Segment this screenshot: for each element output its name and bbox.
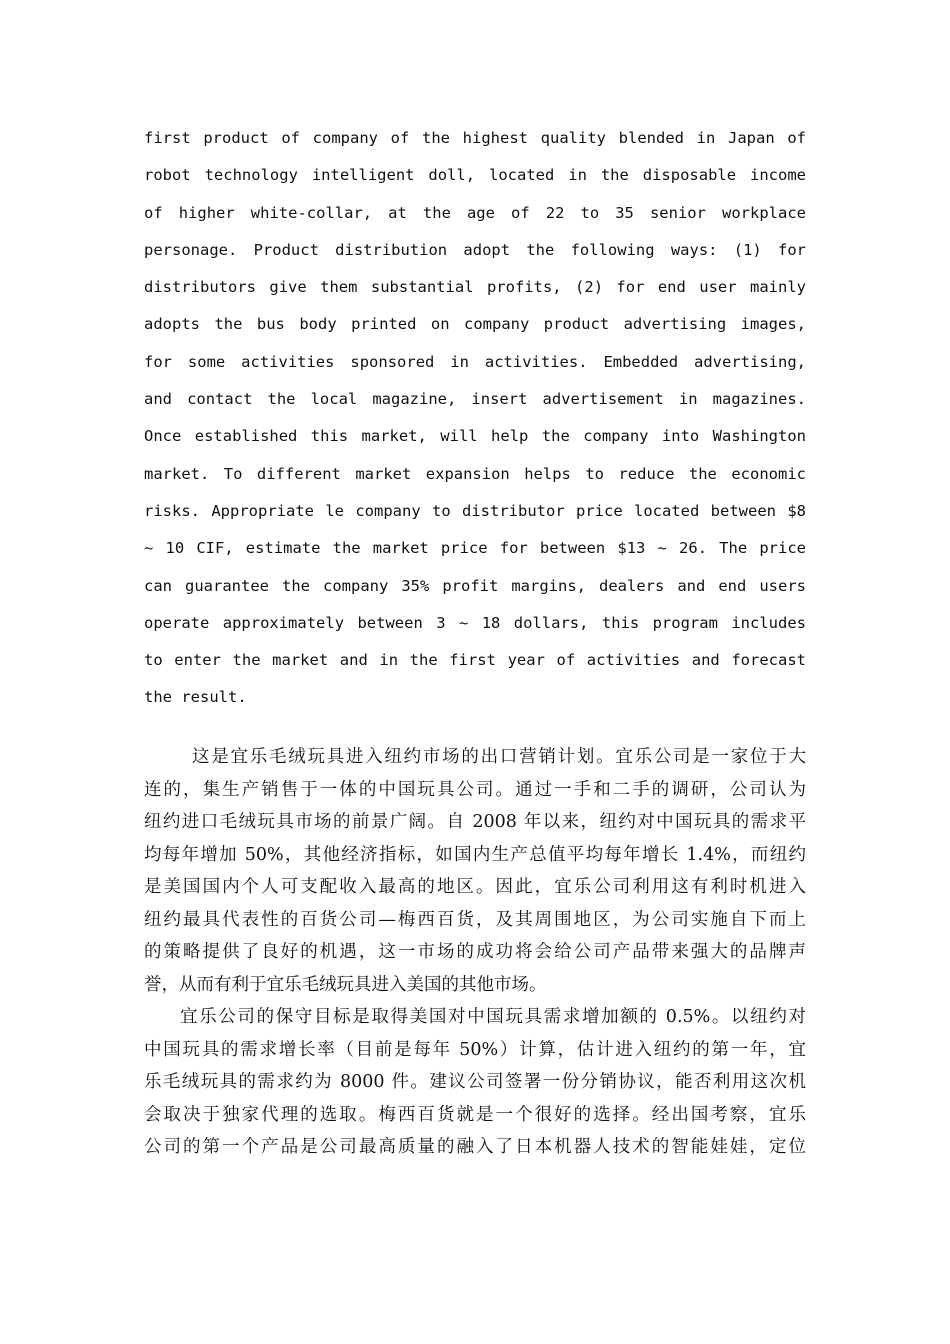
english-line: for some activities sponsored in activities. Embedded advertising, bbox=[144, 352, 806, 371]
english-line: of higher white-collar, at the age of 22 to 35 senior workplace bbox=[144, 203, 806, 222]
chinese-line: 这是宜乐毛绒玩具进入纽约市场的出口营销计划。宜乐公司是一家位于大 bbox=[192, 747, 806, 767]
chinese-paragraph-2 bbox=[144, 1001, 806, 1164]
english-line: operate approximately between 3 ~ 18 dollars, this program includes bbox=[144, 613, 806, 632]
english-line: the result. bbox=[144, 688, 247, 707]
english-paragraph bbox=[144, 123, 806, 720]
chinese-line: 宜乐公司的保守目标是取得美国对中国玩具需求增加额的 0.5%。以纽约对 bbox=[180, 1007, 806, 1027]
chinese-line: 是美国国内个人可支配收入最高的地区。因此，宜乐公司利用这有利时机进入 bbox=[144, 877, 806, 897]
chinese-line: 纽约最具代表性的百货公司—梅西百货，及其周围地区，为公司实施自下而上 bbox=[144, 909, 806, 930]
chinese-line: 会取决于独家代理的选取。梅西百货就是一个很好的选择。经出国考察，宜乐 bbox=[144, 1104, 806, 1125]
english-line: and contact the local magazine, insert advertisement in magazines. bbox=[144, 390, 806, 409]
english-line: risks. Appropriate le company to distributor price located between $8 bbox=[144, 501, 806, 520]
english-line: ~ 10 CIF, estimate the market price for between $13 ~ 26. The price bbox=[144, 539, 806, 558]
chinese-section bbox=[144, 741, 806, 1164]
english-line: can guarantee the company 35% profit margins, dealers and end users bbox=[144, 576, 806, 595]
chinese-line: 均每年增加 50%，其他经济指标，如国内生产总值平均每年增长 1.4%，而纽约 bbox=[144, 844, 806, 865]
english-line: first product of company of the highest quality blended in Japan of bbox=[144, 129, 806, 147]
chinese-line: 公司的第一个产品是公司最高质量的融入了日本机器人技术的智能娃娃，定位 bbox=[144, 1137, 806, 1157]
chinese-paragraph-1 bbox=[144, 741, 806, 1001]
chinese-line: 誉，从而有利于宜乐毛绒玩具进入美国的其他市场。 bbox=[144, 974, 547, 995]
english-line: Once established this market, will help the company into Washington bbox=[144, 427, 806, 446]
chinese-line: 连的，集生产销售于一体的中国玩具公司。通过一手和二手的调研，公司认为 bbox=[144, 779, 806, 800]
english-line: robot technology intelligent doll, located in the disposable income bbox=[144, 166, 806, 185]
chinese-line: 中国玩具的需求增长率（目前是每年 50%）计算，估计进入纽约的第一年，宜 bbox=[144, 1039, 806, 1060]
english-line: adopts the bus body printed on company product advertising images, bbox=[144, 315, 806, 334]
english-line: to enter the market and in the first year of activities and forecast bbox=[144, 651, 806, 670]
chinese-line: 乐毛绒玩具的需求约为 8000 件。建议公司签署一份分销协议，能否利用这次机 bbox=[144, 1072, 806, 1092]
english-line: distributors give them substantial profits, (2) for end user mainly bbox=[144, 278, 806, 297]
english-line: personage. Product distribution adopt the following ways: (1) for bbox=[144, 240, 806, 259]
chinese-line: 的策略提供了良好的机遇，这一市场的成功将会给公司产品带来强大的品牌声 bbox=[144, 942, 806, 962]
english-line: market. To different market expansion helps to reduce the economic bbox=[144, 464, 806, 483]
chinese-line: 纽约进口毛绒玩具市场的前景广阔。自 2008 年以来，纽约对中国玩具的需求平 bbox=[144, 812, 806, 832]
